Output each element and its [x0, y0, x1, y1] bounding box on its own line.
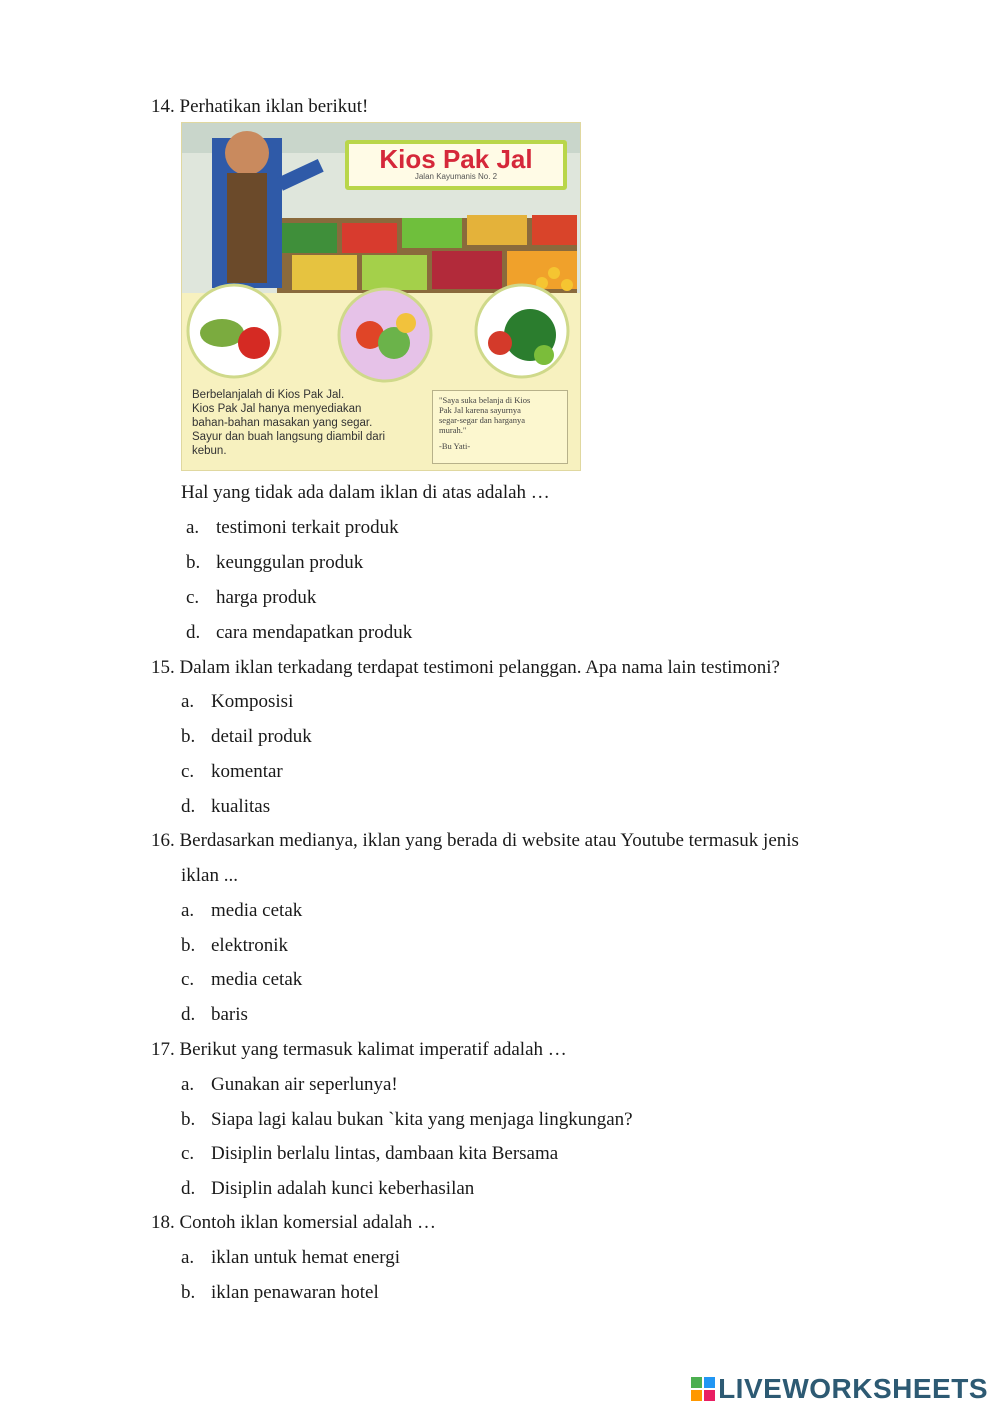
ad-quote-line: "Saya suka belanja di Kios: [439, 395, 531, 405]
ad-body-line: bahan-bahan masakan yang segar.: [192, 417, 373, 429]
brand-text: LIVEWORKSHEETS: [718, 1373, 988, 1404]
option-15d[interactable]: d. kualitas: [181, 796, 271, 817]
ad-quote-author: -Bu Yati-: [439, 441, 471, 451]
option-18b[interactable]: b. iklan penawaran hotel: [181, 1282, 379, 1303]
option-17d[interactable]: d. Disiplin adalah kunci keberhasilan: [181, 1178, 475, 1199]
question-number: 16.: [151, 830, 175, 851]
option-16d[interactable]: d. baris: [181, 1004, 248, 1025]
question-14-prompt: Hal yang tidak ada dalam iklan di atas adalah …: [181, 482, 550, 503]
question-16: [151, 829, 799, 853]
ad-body-line: Kios Pak Jal hanya menyediakan: [192, 403, 362, 415]
question-text: Contoh iklan komersial adalah …: [179, 1212, 436, 1233]
ad-quote-line: Pak Jal karena sayurnya: [439, 405, 521, 415]
question-number: 18.: [151, 1212, 175, 1233]
liveworksheets-brand[interactable]: [691, 1374, 988, 1404]
ad-testimonial: [432, 390, 568, 464]
option-16c[interactable]: c. media cetak: [181, 969, 303, 990]
shop-sign-address: Jalan Kayumanis No. 2: [414, 172, 498, 181]
question-16-text-cont: iklan ...: [181, 865, 238, 886]
ad-quote-line: segar-segar dan harganya: [439, 415, 526, 425]
option-16b[interactable]: b. elektronik: [181, 935, 289, 956]
question-14: [151, 95, 368, 119]
question-text: Berdasarkan medianya, iklan yang berada di website atau Youtube termasuk jenis: [179, 830, 799, 851]
option-18a[interactable]: a. iklan untuk hemat energi: [181, 1247, 401, 1268]
shop-sign: [345, 140, 567, 190]
option-14c[interactable]: c. harga produk: [186, 587, 317, 608]
option-17a[interactable]: a. Gunakan air seperlunya!: [181, 1074, 398, 1095]
ad-body-line: Berbelanjalah di Kios Pak Jal.: [192, 389, 345, 401]
question-18: [151, 1211, 436, 1235]
ad-quote-line: murah.": [439, 425, 467, 435]
option-14a[interactable]: a. testimoni terkait produk: [186, 517, 399, 538]
question-15: [151, 656, 780, 680]
ad-body-text: [192, 388, 427, 458]
liveworksheets-logo-icon: [691, 1377, 715, 1401]
question-text: Berikut yang termasuk kalimat imperatif adalah …: [179, 1039, 567, 1060]
option-17c[interactable]: c. Disiplin berlalu lintas, dambaan kita Bersama: [181, 1143, 559, 1164]
question-number: 15.: [151, 657, 175, 678]
shop-sign-title: Kios Pak Jal: [379, 144, 533, 174]
option-15a[interactable]: a. Komposisi: [181, 691, 294, 712]
option-17b[interactable]: b. Siapa lagi kalau bukan `kita yang menjaga lingkungan?: [181, 1109, 633, 1130]
question-17: [151, 1038, 567, 1062]
option-14d[interactable]: d. cara mendapatkan produk: [186, 622, 413, 643]
option-15c[interactable]: c. komentar: [181, 761, 283, 782]
question-number: 14.: [151, 96, 175, 117]
option-15b[interactable]: b. detail produk: [181, 726, 312, 747]
question-text: Perhatikan iklan berikut!: [179, 96, 369, 117]
question-number: 17.: [151, 1039, 175, 1060]
question-text: Dalam iklan terkadang terdapat testimoni pelanggan. Apa nama lain testimoni?: [179, 657, 780, 678]
ad-body-line: kebun.: [192, 445, 227, 457]
option-14b[interactable]: b. keunggulan produk: [186, 552, 364, 573]
ad-body-line: Sayur dan buah langsung diambil dari: [192, 431, 386, 443]
option-16a[interactable]: a. media cetak: [181, 900, 303, 921]
